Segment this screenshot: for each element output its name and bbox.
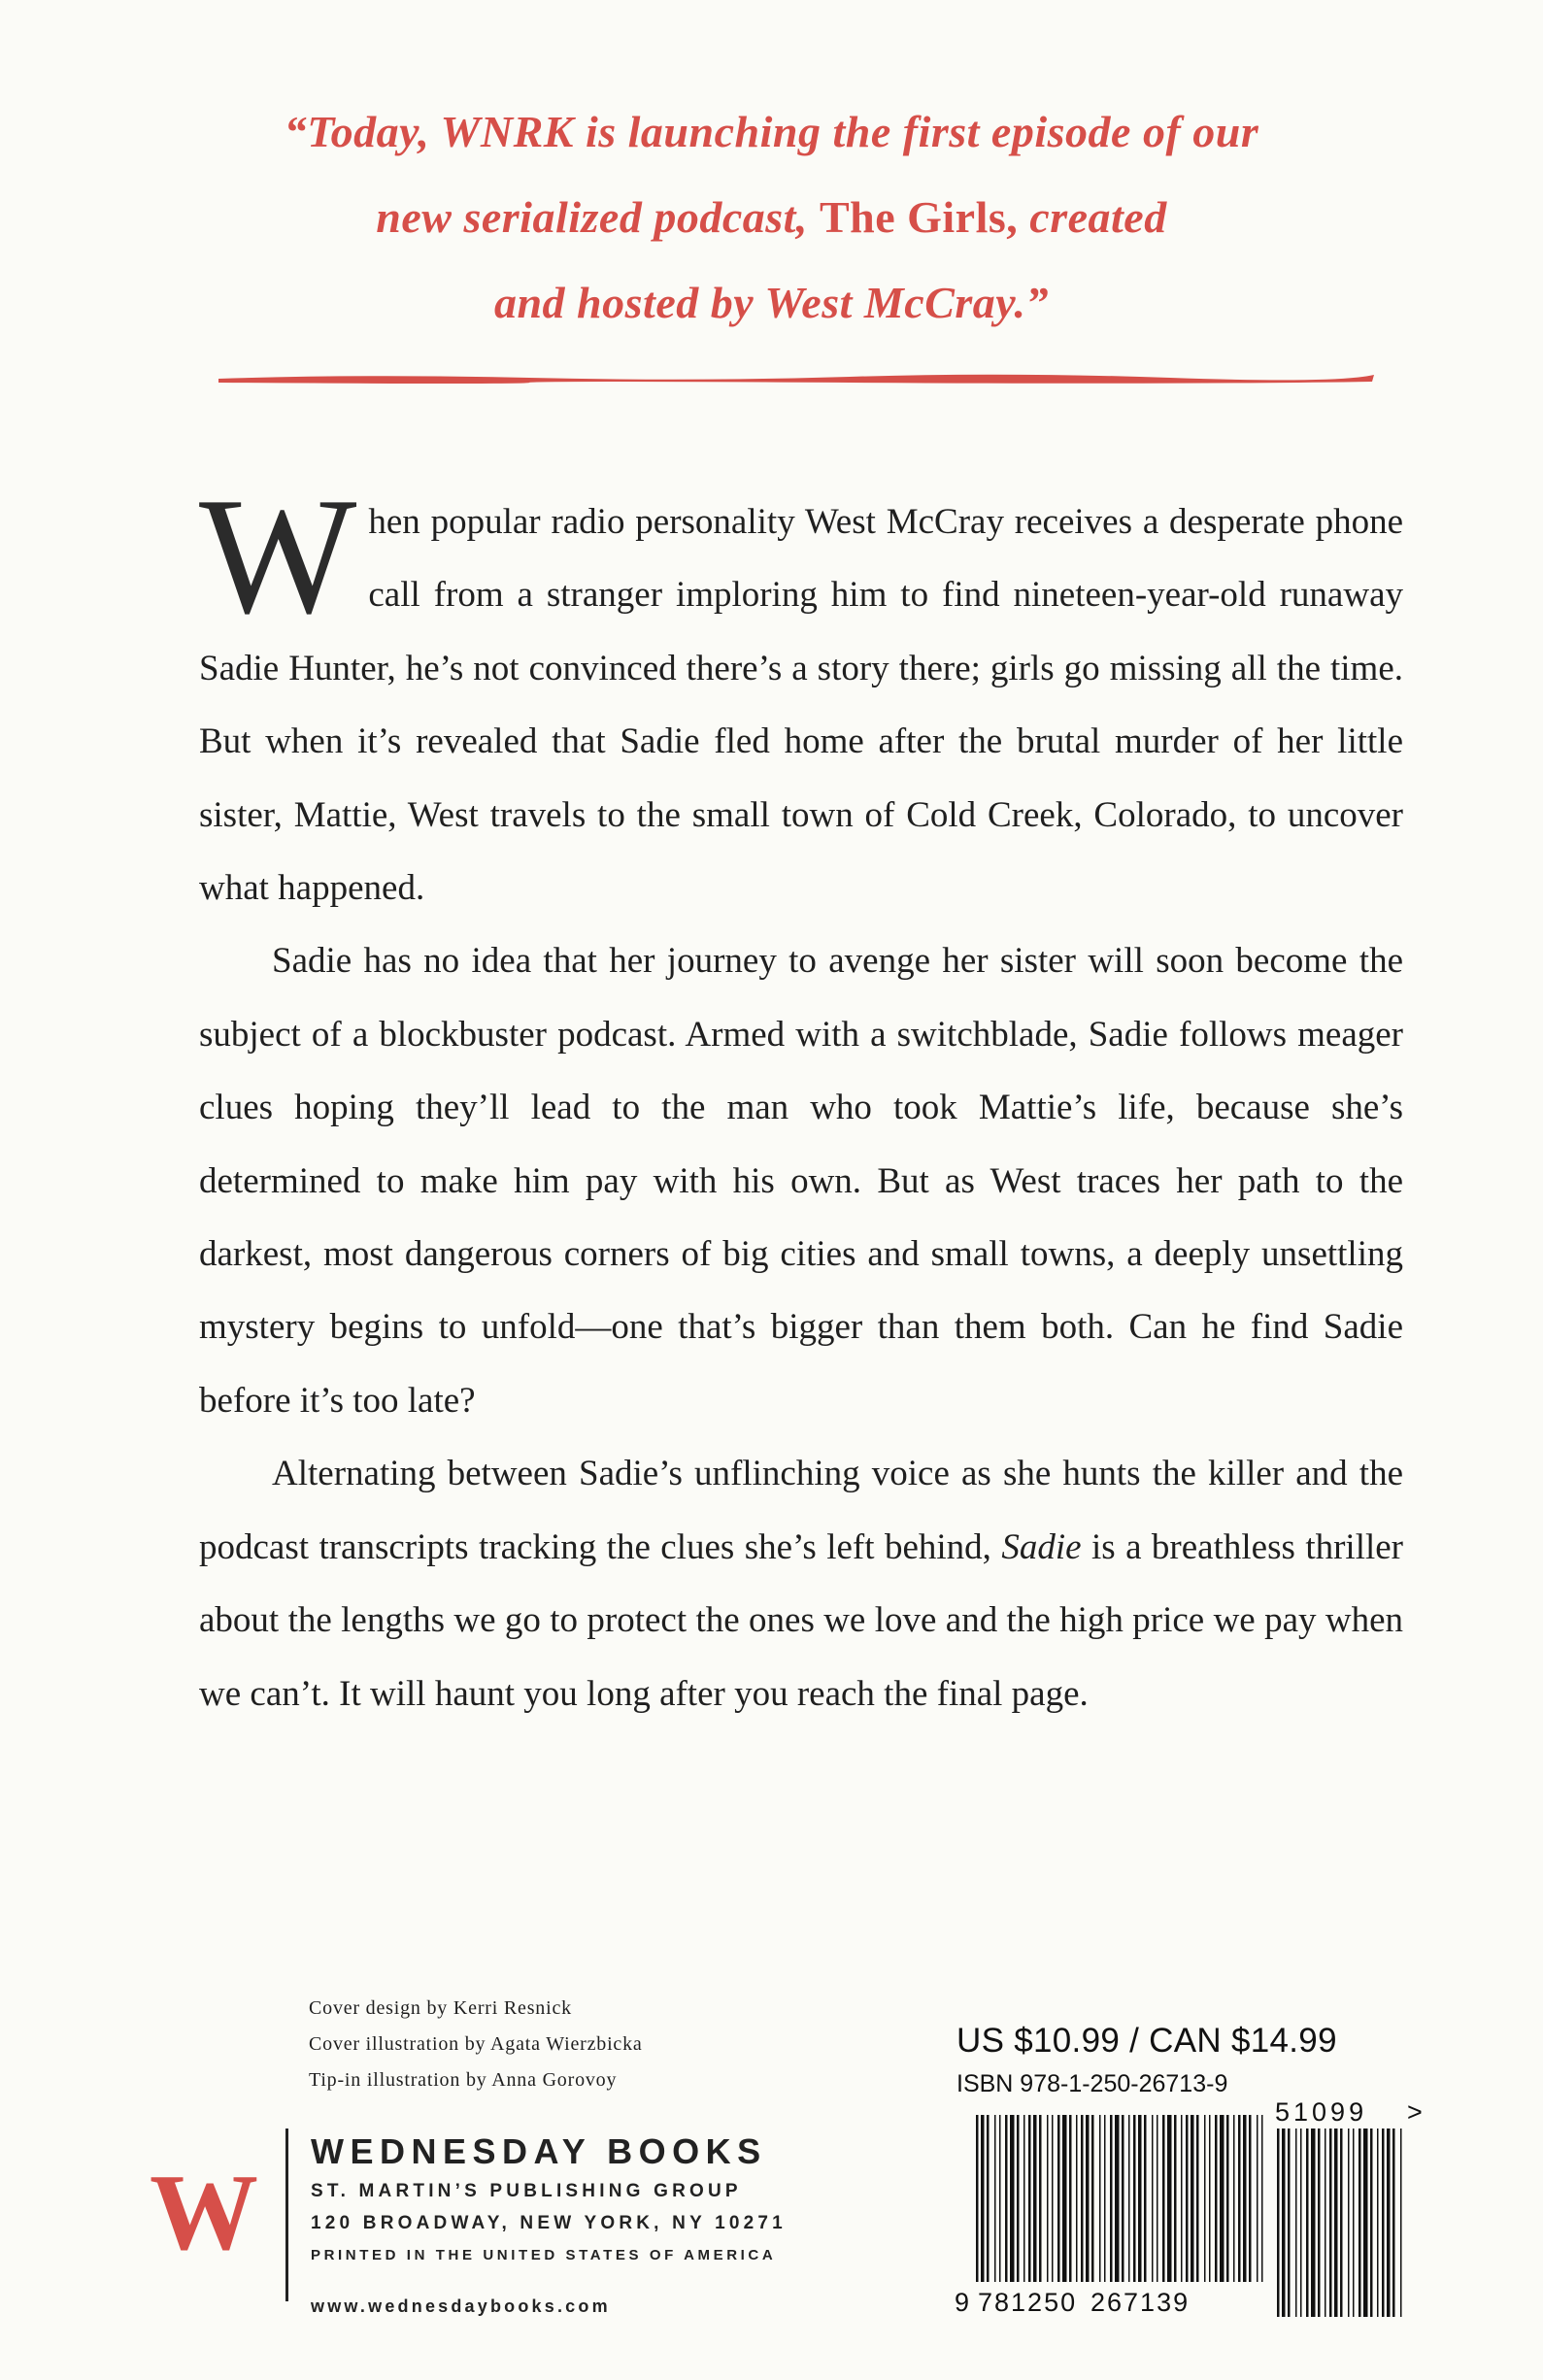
podcast-title: The Girls, [819,192,1019,242]
paragraph-3-start: Alternating between Sadie’s unflinching voice as she hunts the killer and the podcast transcripts tracking the clues she’s left behind, [199,1454,1403,1567]
barcode-bar [1186,2115,1189,2282]
barcode-bar [1057,2115,1060,2282]
barcode-bar [1091,2115,1094,2282]
paragraph-3-end: is a breathless thriller about the lengths we go to protect the ones we love and the high price we pay when we can’t. It will haunt you long after you reach the final page. [199,1526,1404,1714]
barcode-bar [1099,2115,1101,2282]
quote-line-2-start: new serialized podcast, [376,192,808,242]
price-label: US $10.99 / CAN $14.99 [956,2022,1337,2060]
publisher-address: 120 BROADWAY, NEW YORK, NY 10271 [311,2213,787,2233]
barcode-bar [1010,2115,1015,2282]
barcode-bar [1359,2129,1361,2317]
barcode-bar [1370,2129,1373,2317]
barcode-bar [1382,2129,1385,2317]
barcode-bar [1005,2115,1008,2282]
barcode-bar [1162,2115,1165,2282]
barcode-bar [1261,2115,1263,2282]
barcode-bar [1023,2115,1025,2282]
credit-cover-design: Cover design by Kerri Resnick [309,1997,572,2019]
barcode-bar [1033,2115,1037,2282]
barcode-bar [1122,2115,1124,2282]
addon-code: 51099 [1275,2097,1368,2127]
barcode-bar [1233,2115,1235,2282]
description-paragraph-1 [199,464,1403,924]
printed-in: PRINTED IN THE UNITED STATES OF AMERICA [311,2247,777,2263]
barcode-bar [1017,2115,1020,2282]
barcode-bar [1325,2129,1326,2317]
barcode-bar [1306,2129,1309,2317]
credit-cover-illustration: Cover illustration by Agata Wierzbicka [309,2033,643,2055]
barcode-bar [1081,2115,1084,2282]
barcode-bar [1226,2115,1229,2282]
barcode-bar [1028,2115,1031,2282]
isbn-barcode [947,2095,1432,2319]
barcode-bar [1128,2115,1130,2282]
tagline-quote [184,89,1359,346]
barcode-bar [1238,2115,1241,2282]
publisher-block [311,2129,787,2322]
barcode-bar [1069,2115,1072,2282]
addon-bars [1277,2129,1402,2317]
barcode-bar [1174,2115,1177,2282]
barcode-bar [1340,2129,1343,2317]
cover-credits [309,1991,643,2098]
barcode-bar [999,2115,1001,2282]
barcode-digits-right: 267139 [1090,2288,1191,2317]
barcode-bar [1392,2129,1395,2317]
barcode-bar [1181,2115,1183,2282]
barcode-bar [1282,2129,1286,2317]
publisher-url: www.wednesdaybooks.com [311,2296,611,2316]
barcode-bar [1157,2115,1158,2282]
paragraph-1-text: hen popular radio personality West McCray receives a desperate phone call from a stranger imploring him to find nineteen-year-old runaway Sadie Hunter, he’s not convinced there’s a story there; girls go missing all the time. But when it’s revealed that Sadie fled home after the brutal murder of her little sister, Mattie, West travels to the small town of Cold Creek, Colorado, to uncover what happened. [199,502,1403,909]
logo-letter: W [150,2154,258,2270]
barcode-bar [1334,2129,1338,2317]
barcode-bar [1076,2115,1078,2282]
quote-line-1: “Today, WNRK is launching the first episode of our [284,107,1259,156]
barcode-bar [1086,2115,1090,2282]
barcode-bar [1133,2115,1136,2282]
barcode-bar [1387,2129,1391,2317]
credit-tip-in-illustration: Tip-in illustration by Anna Gorovoy [309,2069,618,2091]
barcode-bar [1144,2115,1147,2282]
description-paragraph-3 [199,1437,1403,1730]
publisher-group: ST. MARTIN’S PUBLISHING GROUP [311,2181,742,2201]
barcode-bar [1215,2115,1218,2282]
book-description [199,464,1404,1730]
barcode-bar [1047,2115,1049,2282]
barcode-bar [976,2115,979,2282]
barcode-bar [1204,2115,1206,2282]
barcode-bar [1277,2129,1280,2317]
barcode-bar [1377,2129,1379,2317]
barcode-bar [981,2115,985,2282]
barcode-bar [1039,2115,1042,2282]
barcode-bar [994,2115,996,2282]
barcode-bar [1329,2129,1332,2317]
barcode-bar [1167,2115,1172,2282]
barcode-bar [1052,2115,1054,2282]
barcode-bar [1196,2115,1199,2282]
barcode-bar [1348,2129,1350,2317]
barcode-bar [1209,2115,1211,2282]
barcode-bar [1191,2115,1194,2282]
ean-bars [976,2115,1263,2282]
barcode-bar [1062,2115,1067,2282]
wednesday-books-logo [134,2154,275,2270]
logo-divider [285,2129,288,2301]
barcode-bar [1295,2129,1297,2317]
barcode-bar [1311,2129,1316,2317]
barcode-bar [1257,2115,1258,2282]
barcode-bar [1110,2115,1113,2282]
barcode-bar [1138,2115,1142,2282]
barcode-bar [1220,2115,1224,2282]
barcode-bar [1152,2115,1154,2282]
barcode-bar [1249,2115,1252,2282]
isbn-label: ISBN 978-1-250-26713-9 [956,2070,1228,2097]
drop-cap: W [199,464,357,649]
barcode-bar [1318,2129,1321,2317]
addon-arrow: > [1407,2097,1423,2127]
barcode-digits-left: 781250 [978,2288,1078,2317]
red-brush-rule [218,371,1374,386]
description-paragraph-2: Sadie has no idea that her journey to avenge her sister will soon become the subject of a blockbuster podcast. Armed with a switchblade, Sadie follows meager clues hoping they’ll lead to the man who took Mattie’s life, because she’s determined to make him pay with his own. But as West traces her path to the darkest, most dangerous corners of big cities and small towns, a deeply unsettling mystery begins to unfold—one that’s bigger than them both. Can he find Sadie before it’s too late? [199,941,1403,1421]
publisher-name: WEDNESDAY BOOKS [311,2131,767,2171]
book-title: Sadie [1001,1526,1082,1567]
barcode-bar [1300,2129,1302,2317]
barcode-bar [1243,2115,1247,2282]
barcode-bar [1104,2115,1106,2282]
barcode-bar [1400,2129,1402,2317]
barcode-lead-digit: 9 [955,2288,970,2317]
quote-line-2-end: created [1029,192,1167,242]
quote-line-2 [184,175,1359,260]
quote-line-3: and hosted by West McCray.” [493,278,1050,327]
barcode-bar [1288,2129,1291,2317]
barcode-bar [1115,2115,1120,2282]
barcode-bar [1363,2129,1368,2317]
barcode-bar [987,2115,990,2282]
barcode-bar [1353,2129,1355,2317]
